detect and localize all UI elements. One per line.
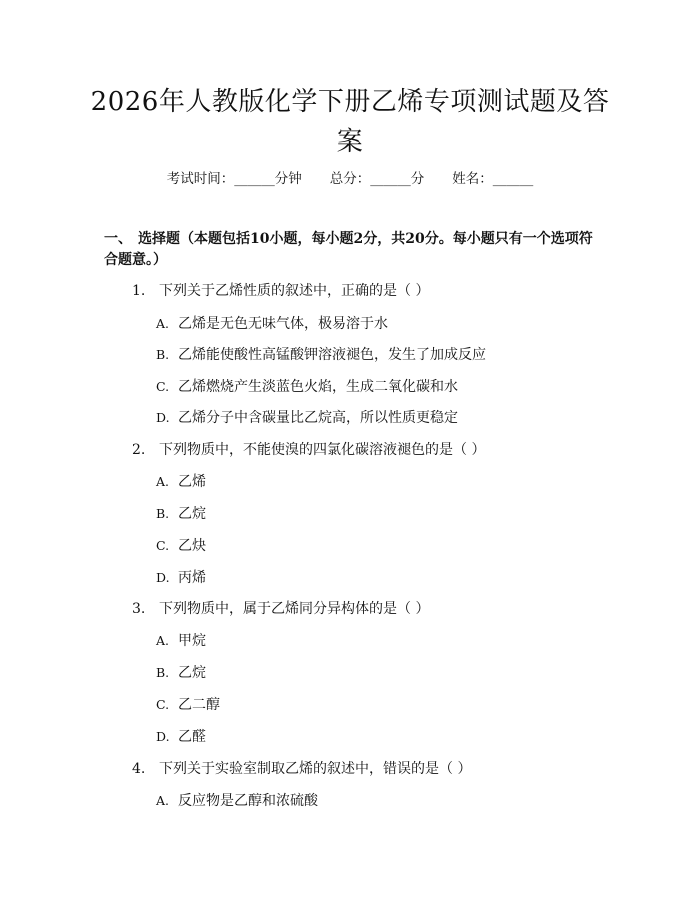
answer-option	[156, 664, 206, 682]
option-text: 乙烯燃烧产生淡蓝色火焰，生成二氧化碳和水	[178, 379, 458, 395]
option-letter: C.	[156, 538, 170, 553]
section-number: 一、	[104, 231, 132, 247]
option-text: 乙炔	[178, 538, 206, 554]
exam-info-line	[0, 170, 700, 188]
option-text: 反应物是乙醇和浓硫酸	[178, 793, 318, 809]
section-instructions: 选择题（本题包括10小题，每小题2分，共20分。每小题只有一个选项符合题意。）	[104, 231, 593, 268]
answer-option	[156, 346, 486, 364]
option-text: 乙烯分子中含碳量比乙烷高，所以性质更稳定	[178, 410, 458, 426]
option-text: 乙烯是无色无味气体，极易溶于水	[178, 316, 388, 332]
answer-option	[156, 537, 206, 555]
answer-option	[156, 473, 206, 491]
option-text: 乙烷	[178, 665, 206, 681]
option-letter: B.	[156, 665, 170, 680]
question-stem	[132, 441, 485, 459]
answer-option	[156, 632, 206, 650]
question-stem	[132, 282, 429, 300]
answer-option	[156, 569, 206, 587]
option-text: 甲烷	[178, 633, 206, 649]
answer-option	[156, 505, 206, 523]
option-letter: C.	[156, 379, 170, 394]
answer-option	[156, 728, 206, 746]
option-letter: C.	[156, 697, 170, 712]
question-text: 下列关于实验室制取乙烯的叙述中，错误的是（ ）	[159, 761, 472, 777]
name-field: 姓名：______	[452, 171, 534, 187]
answer-option	[156, 696, 220, 714]
question-number: 4.	[132, 761, 146, 777]
page-title: 2026年人教版化学下册乙烯专项测试题及答案	[90, 87, 610, 157]
option-text: 乙烯能使酸性高锰酸钾溶液褪色，发生了加成反应	[178, 347, 486, 363]
option-text: 丙烯	[178, 570, 206, 586]
option-letter: B.	[156, 347, 170, 362]
answer-option	[156, 378, 458, 396]
total-score-field: 总分：______分	[329, 171, 425, 187]
option-letter: A.	[156, 316, 170, 331]
option-letter: A.	[156, 793, 170, 808]
question-text: 下列物质中，不能使溴的四氯化碳溶液褪色的是（ ）	[159, 442, 486, 458]
question-stem	[132, 760, 471, 778]
exam-time-field: 考试时间：______分钟	[166, 171, 302, 187]
question-number: 1.	[132, 283, 146, 299]
option-text: 乙二醇	[178, 697, 220, 713]
question-text: 下列物质中，属于乙烯同分异构体的是（ ）	[159, 601, 430, 617]
option-letter: A.	[156, 633, 170, 648]
option-letter: D.	[156, 570, 170, 585]
section-heading	[104, 229, 604, 271]
question-number: 3.	[132, 601, 146, 617]
answer-option	[156, 792, 318, 810]
option-letter: D.	[156, 410, 170, 425]
option-letter: D.	[156, 729, 170, 744]
option-letter: B.	[156, 506, 170, 521]
question-stem	[132, 600, 429, 618]
answer-option	[156, 409, 458, 427]
option-text: 乙烷	[178, 506, 206, 522]
question-number: 2.	[132, 442, 146, 458]
option-text: 乙醛	[178, 729, 206, 745]
question-text: 下列关于乙烯性质的叙述中，正确的是（ ）	[159, 283, 430, 299]
answer-option	[156, 315, 388, 333]
option-letter: A.	[156, 474, 170, 489]
option-text: 乙烯	[178, 474, 206, 490]
